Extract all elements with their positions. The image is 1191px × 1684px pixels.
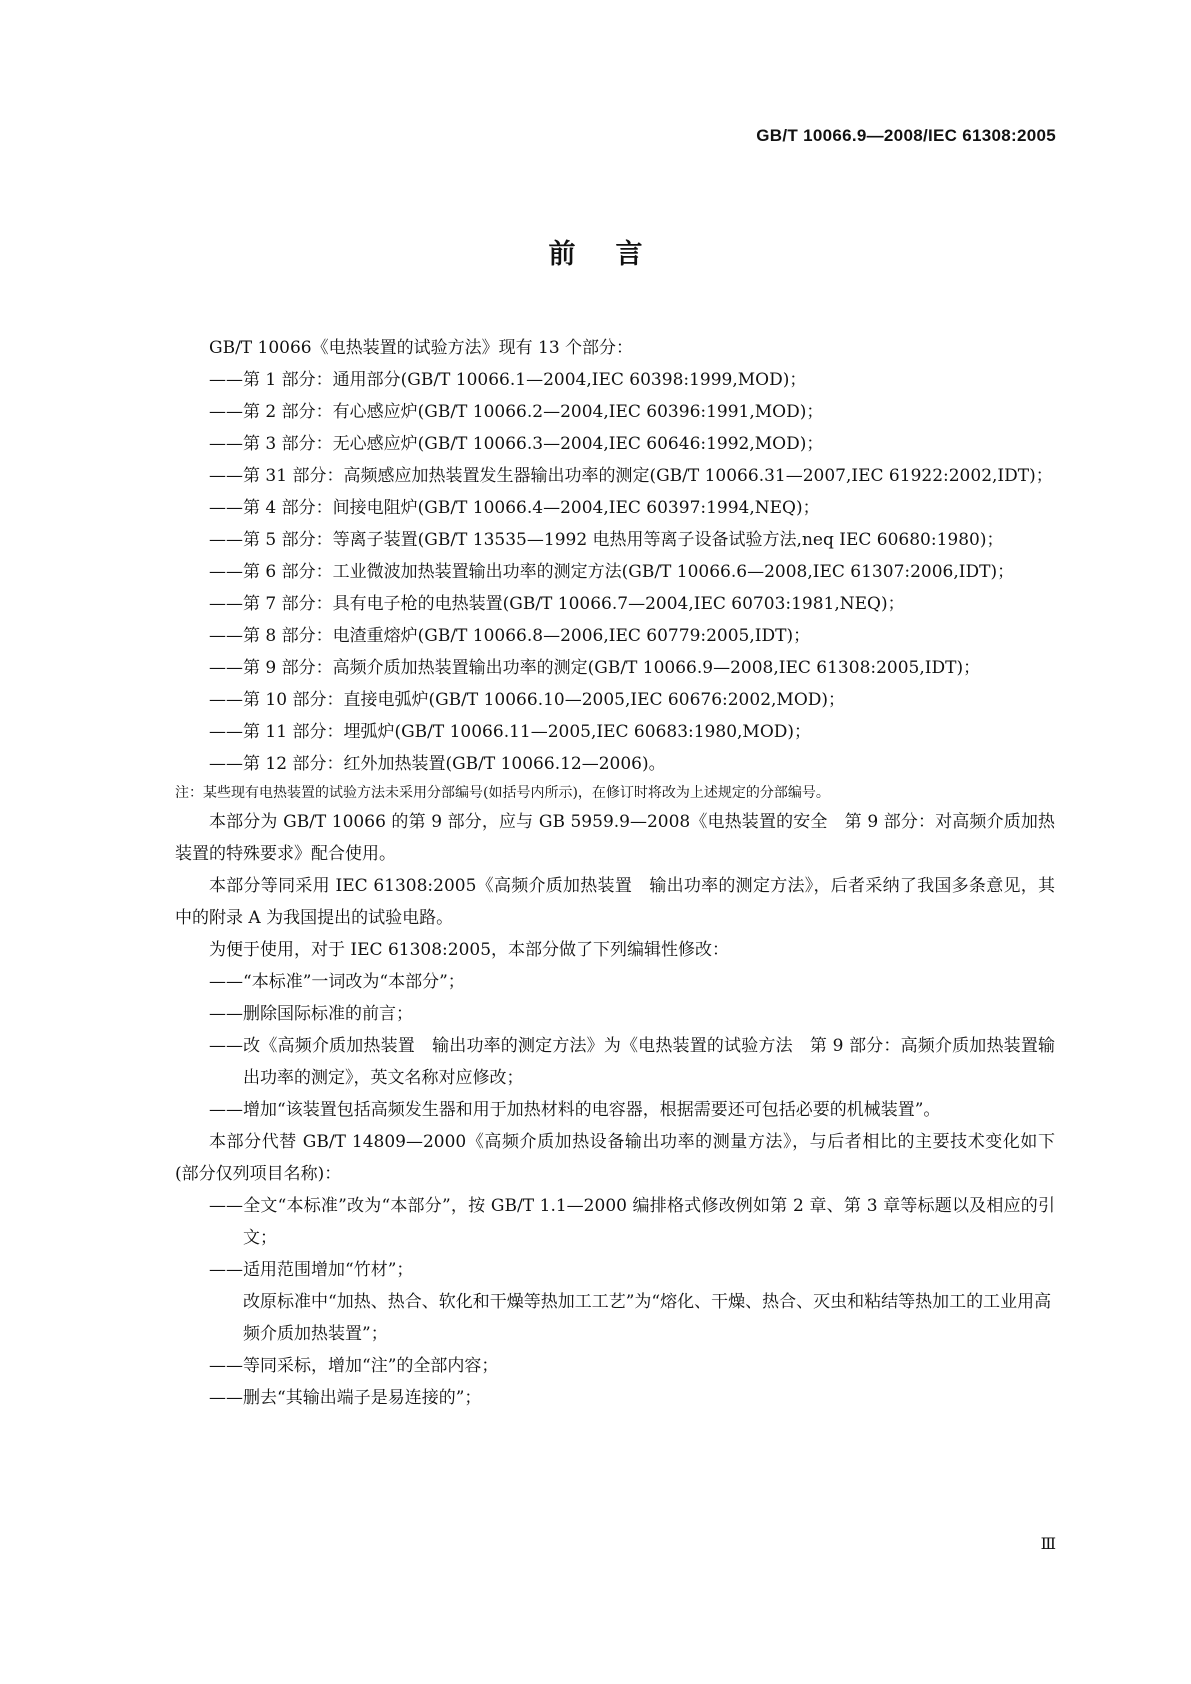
paragraph-2: 本部分等同采用 IEC 61308:2005《高频介质加热装置 输出功率的测定方法》，后者采纳了我国多条意见，其中的附录 A 为我国提出的试验电路。 bbox=[175, 876, 1055, 928]
list-item: ——第 4 部分：间接电阻炉(GB/T 10066.4—2004,IEC 60397:1994,NEQ)； bbox=[209, 498, 820, 518]
list-item: ——改《高频介质加热装置 输出功率的测定方法》为《电热装置的试验方法 第 9 部分：高频介质加热装置输出功率的测定》，英文名称对应修改； bbox=[209, 1036, 1055, 1088]
paragraph-1: 本部分为 GB/T 10066 的第 9 部分，应与 GB 5959.9—2008《电热装置的安全 第 9 部分：对高频介质加热装置的特殊要求》配合使用。 bbox=[175, 812, 1055, 864]
list-item-continuation: 改原标准中“加热、热合、软化和干燥等热加工工艺”为“熔化、干燥、热合、灭虫和粘结等热加工的工业用高频介质加热装置”； bbox=[243, 1292, 1052, 1344]
list-item: ——第 6 部分：工业微波加热装置输出功率的测定方法(GB/T 10066.6—2008,IEC 61307:2006,IDT)； bbox=[209, 562, 1015, 582]
list-item: ——增加“该装置包括高频发生器和用于加热材料的电容器，根据需要还可包括必要的机械装置”。 bbox=[209, 1100, 941, 1120]
paragraph-4: 本部分代替 GB/T 14809—2000《高频介质加热设备输出功率的测量方法》，与后者相比的主要技术变化如下(部分仅列项目名称)： bbox=[175, 1132, 1055, 1184]
document-body bbox=[175, 332, 1055, 1414]
list-item: ——删除国际标准的前言； bbox=[209, 1004, 413, 1024]
intro-paragraph: GB/T 10066《电热装置的试验方法》现有 13 个部分： bbox=[209, 338, 634, 358]
page-title: 前言 bbox=[548, 239, 683, 270]
page-number: Ⅲ bbox=[1040, 1534, 1056, 1553]
list-item: ——第 1 部分：通用部分(GB/T 10066.1—2004,IEC 60398:1999,MOD)； bbox=[209, 370, 807, 390]
list-item: ——删去“其输出端子是易连接的”； bbox=[209, 1388, 482, 1408]
list-item: ——全文“本标准”改为“本部分”，按 GB/T 1.1—2000 编排格式修改例如第 2 章、第 3 章等标题以及相应的引文； bbox=[209, 1196, 1055, 1248]
list-item: ——第 11 部分：埋弧炉(GB/T 10066.11—2005,IEC 60683:1980,MOD)； bbox=[209, 722, 812, 742]
list-item: ——第 10 部分：直接电弧炉(GB/T 10066.10—2005,IEC 60676:2002,MOD)； bbox=[209, 690, 846, 710]
parts-list bbox=[175, 364, 1055, 780]
document-code: GB/T 10066.9—2008/IEC 61308:2005 bbox=[756, 126, 1056, 145]
list-item: ——第 2 部分：有心感应炉(GB/T 10066.2—2004,IEC 60396:1991,MOD)； bbox=[209, 402, 824, 422]
changes-list bbox=[175, 1190, 1055, 1414]
list-item: ——第 12 部分：红外加热装置(GB/T 10066.12—2006)。 bbox=[209, 754, 666, 774]
list-item: ——第 9 部分：高频介质加热装置输出功率的测定(GB/T 10066.9—2008,IEC 61308:2005,IDT)； bbox=[209, 658, 981, 678]
paragraph-3: 为便于使用，对于 IEC 61308:2005，本部分做了下列编辑性修改： bbox=[209, 940, 730, 960]
list-item: ——第 3 部分：无心感应炉(GB/T 10066.3—2004,IEC 60646:1992,MOD)； bbox=[209, 434, 824, 454]
list-item: ——第 31 部分：高频感应加热装置发生器输出功率的测定(GB/T 10066.31—2007,IEC 61922:2002,IDT)； bbox=[209, 466, 1053, 486]
list-item: ——第 8 部分：电渣重熔炉(GB/T 10066.8—2006,IEC 60779:2005,IDT)； bbox=[209, 626, 811, 646]
list-item: ——适用范围增加“竹材”； bbox=[209, 1260, 414, 1280]
list-item: ——等同采标，增加“注”的全部内容； bbox=[209, 1356, 499, 1376]
edits-list bbox=[175, 966, 1055, 1126]
list-item: ——“本标准”一词改为“本部分”； bbox=[209, 972, 465, 992]
note-text: 注：某些现有电热装置的试验方法未采用分部编号(如括号内所示)，在修订时将改为上述规定的分部编号。 bbox=[175, 785, 830, 801]
list-item: ——第 5 部分：等离子装置(GB/T 13535—1992 电热用等离子设备试验方法,neq IEC 60680:1980)； bbox=[209, 530, 1004, 550]
list-item: ——第 7 部分：具有电子枪的电热装置(GB/T 10066.7—2004,IEC 60703:1981,NEQ)； bbox=[209, 594, 905, 614]
